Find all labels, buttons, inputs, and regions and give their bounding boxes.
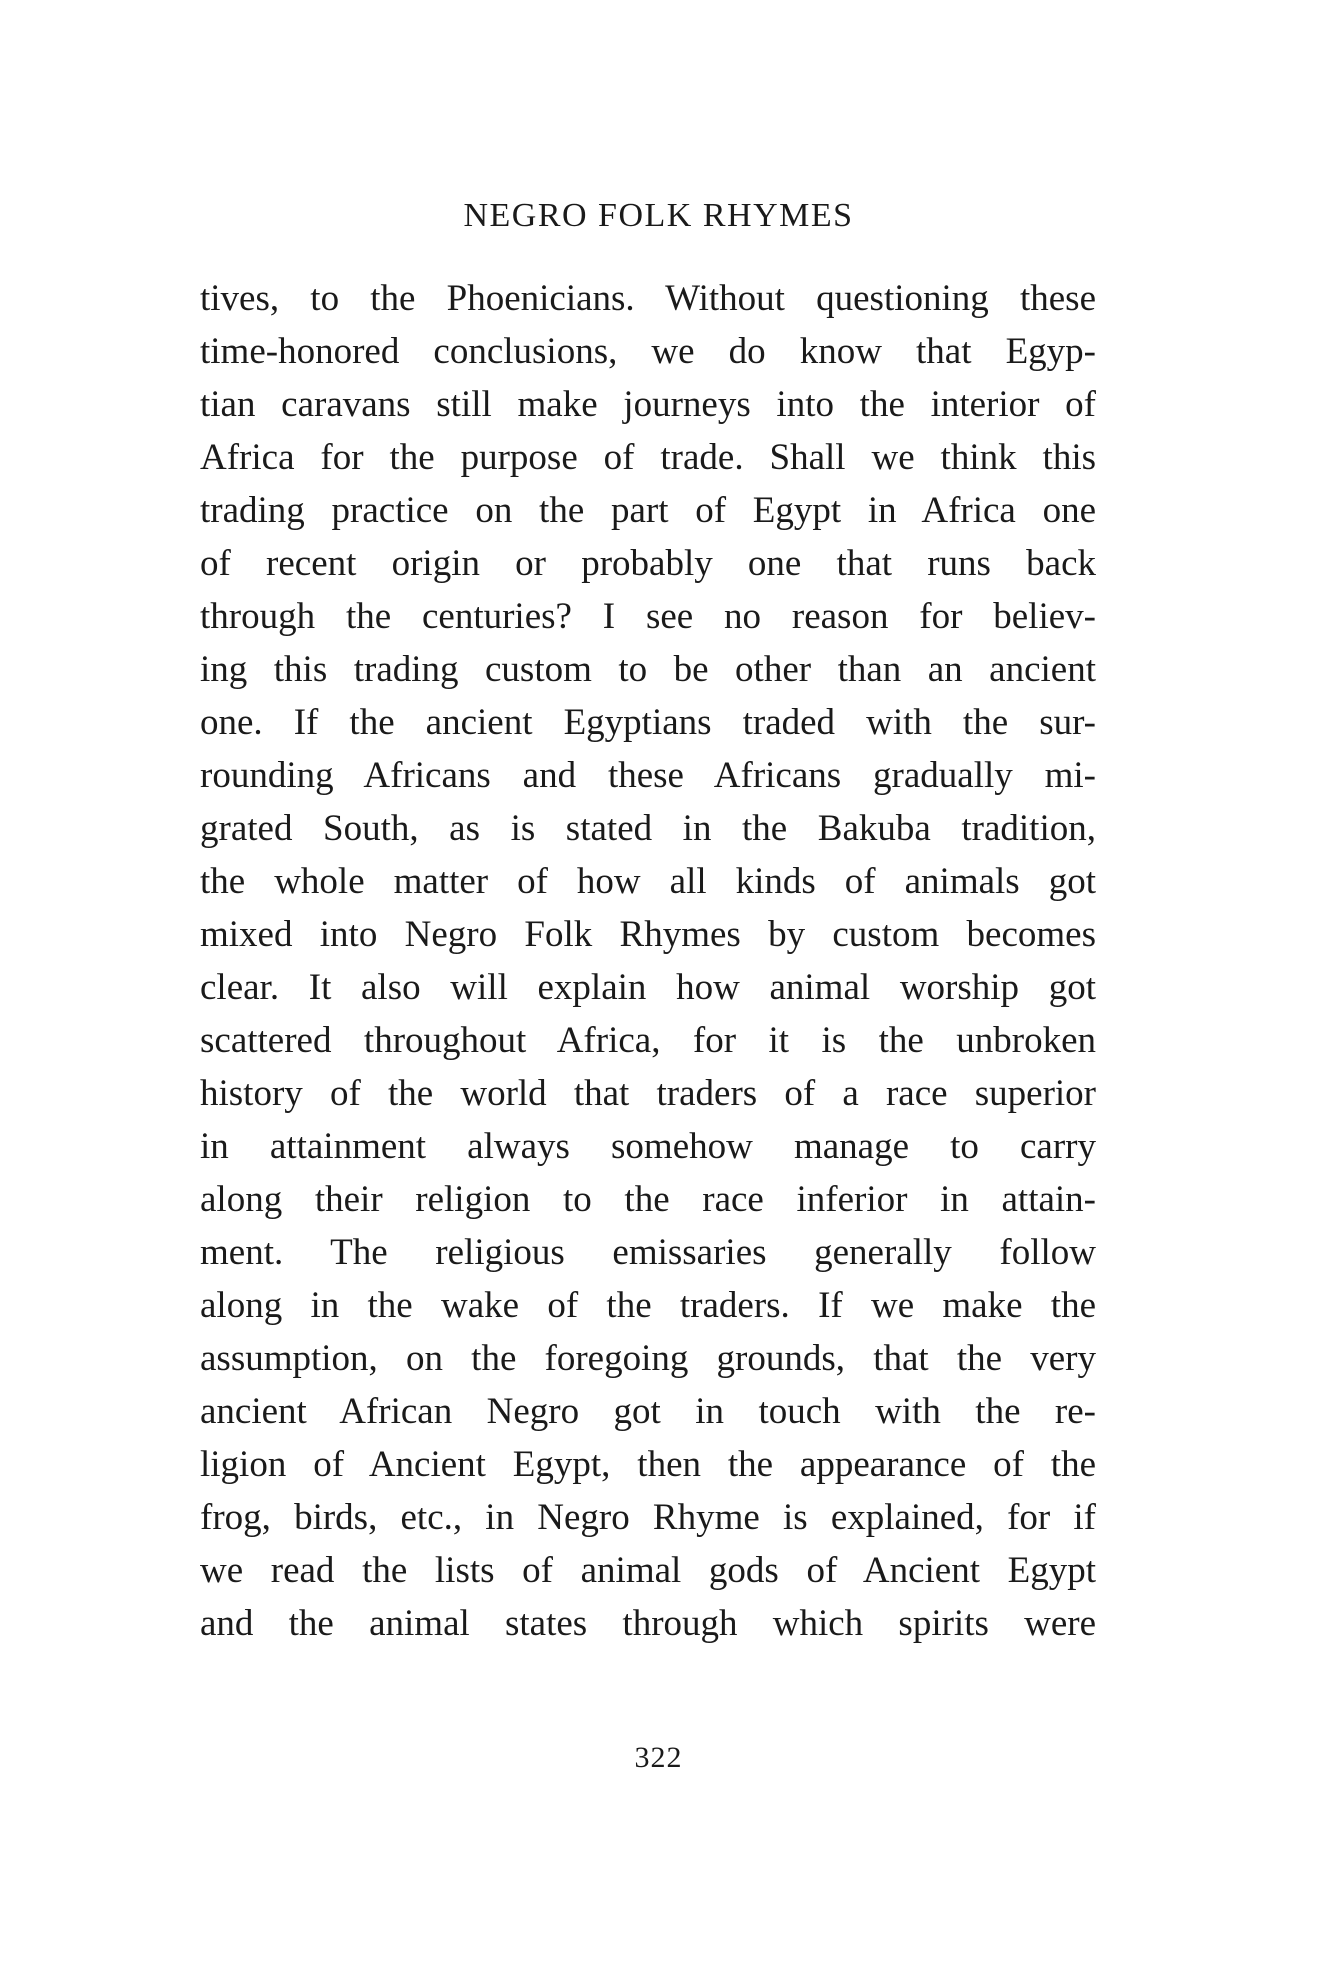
text-line-content: clear. It also will explain how animal worship got: [200, 967, 1096, 1008]
text-line: [200, 802, 1096, 855]
text-line-content: scattered throughout Africa, for it is the unbroken: [200, 1020, 1096, 1061]
text-line: [200, 643, 1096, 696]
text-line: [200, 1491, 1096, 1544]
text-line: [200, 1173, 1096, 1226]
text-line: [200, 696, 1096, 749]
text-line: [200, 272, 1096, 325]
text-line: [200, 1120, 1096, 1173]
text-line: [200, 484, 1096, 537]
text-line-content: and the animal states through which spirits were: [200, 1603, 1096, 1644]
text-line-content: of recent origin or probably one that runs back: [200, 543, 1096, 584]
text-line: [200, 908, 1096, 961]
text-line-content: ancient African Negro got in touch with the re-: [200, 1391, 1096, 1432]
text-line: [200, 749, 1096, 802]
text-line-content: we read the lists of animal gods of Ancient Egypt: [200, 1550, 1096, 1591]
text-line: [200, 325, 1096, 378]
text-line: [200, 537, 1096, 590]
text-line-content: Africa for the purpose of trade. Shall we think this: [200, 437, 1096, 478]
text-line: [200, 1544, 1096, 1597]
text-line-content: through the centuries? I see no reason for believ-: [200, 596, 1096, 637]
text-line: [200, 1279, 1096, 1332]
text-line: [200, 378, 1096, 431]
text-line-content: one. If the ancient Egyptians traded with the sur-: [200, 702, 1096, 743]
text-line: [200, 1226, 1096, 1279]
text-line-content: time-honored conclusions, we do know that Egyp-: [200, 331, 1096, 372]
text-line-content: the whole matter of how all kinds of animals got: [200, 861, 1096, 902]
text-line-content: assumption, on the foregoing grounds, that the very: [200, 1338, 1096, 1379]
running-head: NEGRO FOLK RHYMES: [463, 197, 854, 234]
text-line-content: frog, birds, etc., in Negro Rhyme is explained, for if: [200, 1497, 1096, 1538]
text-line-content: tives, to the Phoenicians. Without questioning these: [200, 278, 1096, 319]
text-line-content: in attainment always somehow manage to carry: [200, 1126, 1096, 1167]
text-line: [200, 1597, 1096, 1650]
body-text: [200, 272, 1096, 1650]
text-line: [200, 1385, 1096, 1438]
text-line-content: along their religion to the race inferior in attain-: [200, 1179, 1096, 1220]
text-line: [200, 1438, 1096, 1491]
text-line: [200, 961, 1096, 1014]
text-line-content: grated South, as is stated in the Bakuba tradition,: [200, 808, 1096, 849]
text-line-content: tian caravans still make journeys into the interior of: [200, 384, 1096, 425]
text-line-content: mixed into Negro Folk Rhymes by custom becomes: [200, 914, 1096, 955]
text-line-content: history of the world that traders of a race superior: [200, 1073, 1096, 1114]
text-line: [200, 590, 1096, 643]
text-line-content: rounding Africans and these Africans gradually mi-: [200, 755, 1096, 796]
text-line: [200, 855, 1096, 908]
page-number: 322: [634, 1741, 683, 1774]
text-line: [200, 1332, 1096, 1385]
text-line: [200, 1067, 1096, 1120]
text-line: [200, 431, 1096, 484]
text-line-content: ing this trading custom to be other than an ancient: [200, 649, 1096, 690]
text-line-content: ment. The religious emissaries generally follow: [200, 1232, 1096, 1273]
text-line-content: ligion of Ancient Egypt, then the appearance of the: [200, 1444, 1096, 1485]
text-line-content: trading practice on the part of Egypt in Africa one: [200, 490, 1096, 531]
text-line: [200, 1014, 1096, 1067]
text-line-content: along in the wake of the traders. If we make the: [200, 1285, 1096, 1326]
